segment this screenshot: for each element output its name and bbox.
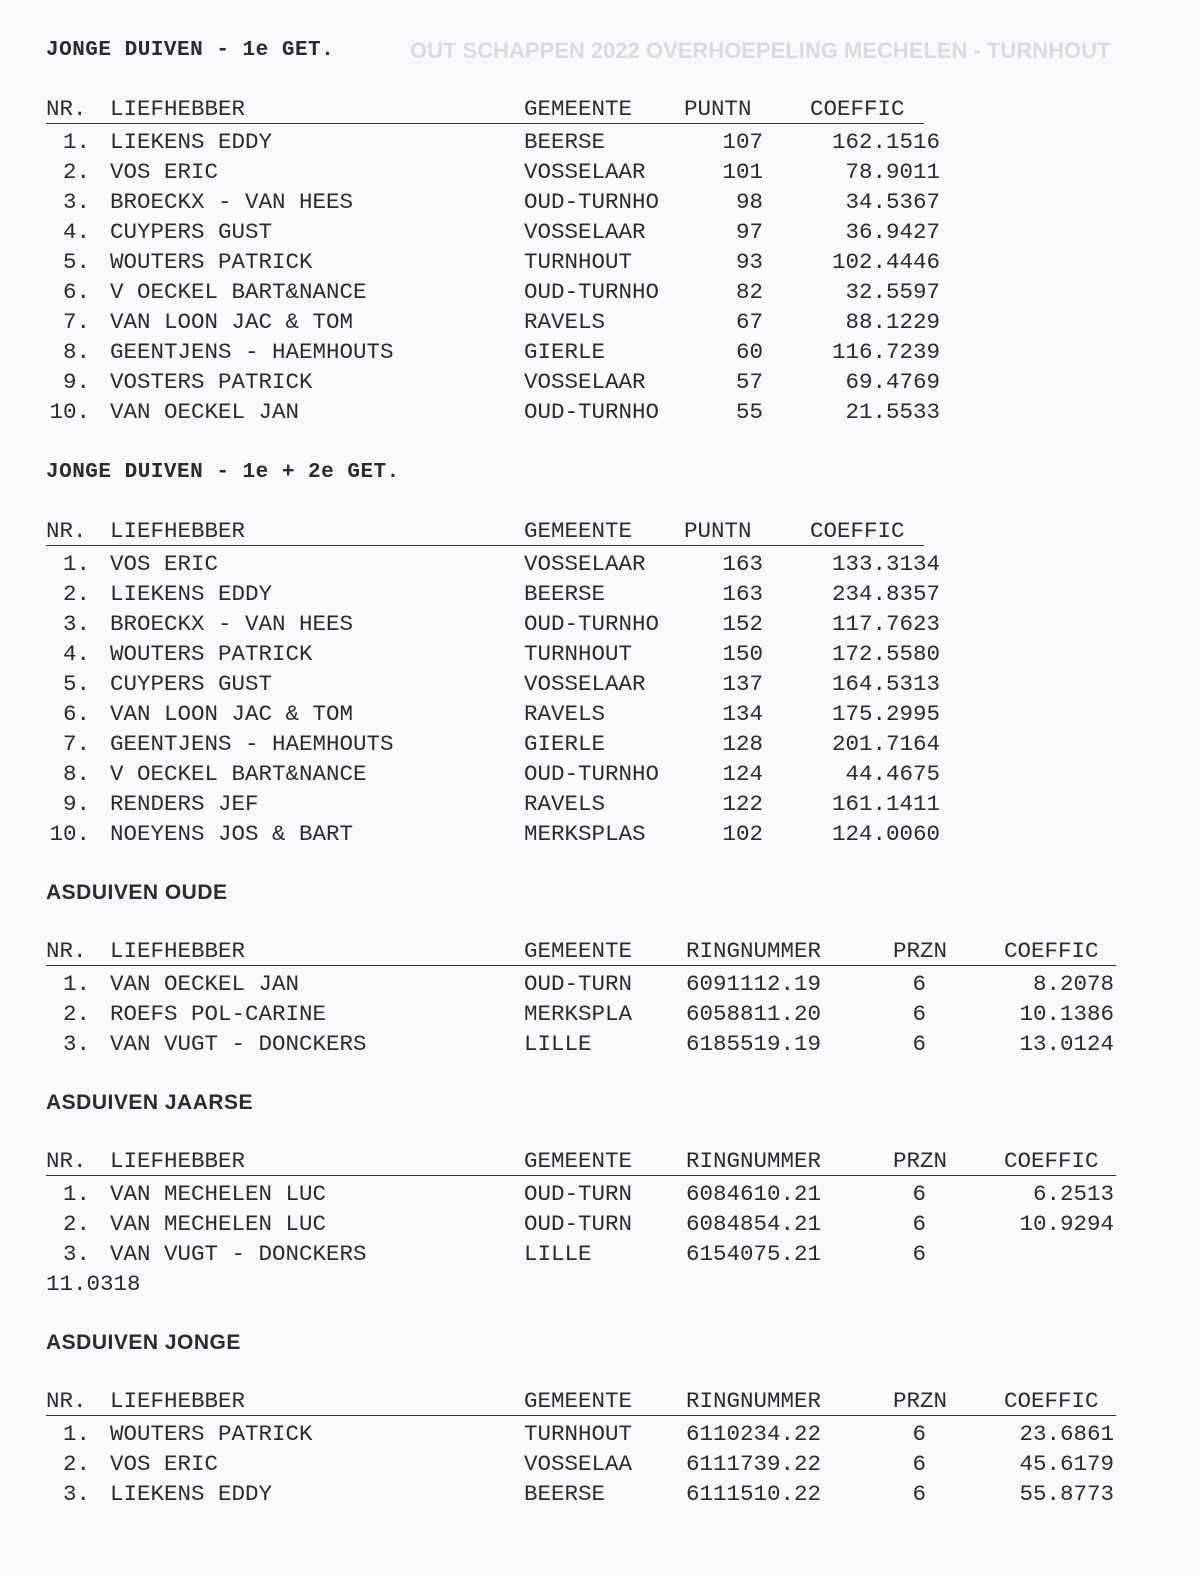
gemeente: BEERSE — [524, 129, 606, 155]
rank-number: 1. — [62, 971, 90, 997]
coeffic-value: 6.2513 — [1032, 1181, 1114, 1207]
liefhebber-name: VOS ERIC — [110, 159, 219, 185]
liefhebber-name: WOUTERS PATRICK — [110, 1421, 313, 1447]
wrapped-coeffic-value — [46, 1269, 1126, 1299]
coeffic-value: 8.2078 — [1032, 971, 1114, 997]
gemeente: OUD-TURN — [524, 1211, 633, 1237]
liefhebber-name: VAN LOON JAC & TOM — [110, 309, 354, 335]
gemeente: TURNHOUT — [524, 641, 633, 667]
gemeente: LILLE — [524, 1241, 592, 1267]
ringnummer-value: 6154075.21 — [686, 1241, 822, 1267]
header-coeffic: COEFFIC — [1004, 938, 1099, 964]
coeffic-value: 55.8773 — [1019, 1481, 1114, 1507]
przn-value: 6 — [912, 1031, 926, 1057]
header-ringnummer: RINGNUMMER — [686, 1148, 822, 1174]
header-przn: PRZN — [893, 938, 948, 964]
coeffic-value: 116.7239 — [831, 339, 940, 365]
puntn-value: 122 — [722, 791, 763, 817]
coeffic-value: 34.5367 — [845, 189, 940, 215]
puntn-value: 150 — [722, 641, 763, 667]
coeffic-value: 32.5597 — [845, 279, 940, 305]
przn-value: 6 — [912, 1001, 926, 1027]
liefhebber-name: VAN MECHELEN LUC — [110, 1211, 327, 1237]
gemeente: GIERLE — [524, 339, 606, 365]
liefhebber-name: VOS ERIC — [110, 551, 219, 577]
table-row — [46, 1179, 1126, 1209]
rank-number: 9. — [62, 369, 90, 395]
section-title: ASDUIVEN OUDE — [46, 881, 228, 904]
coeffic-value: 13.0124 — [1019, 1031, 1114, 1057]
rank-number: 3. — [62, 1031, 90, 1057]
table-row — [46, 337, 1126, 367]
section-jonge-duiven-1e-get — [46, 36, 1126, 427]
puntn-value: 124 — [722, 761, 763, 787]
coeffic-value: 164.5313 — [831, 671, 940, 697]
coeffic-value: 201.7164 — [831, 731, 940, 757]
przn-value: 6 — [912, 1421, 926, 1447]
liefhebber-name: VAN OECKEL JAN — [110, 971, 300, 997]
header-liefhebber: LIEFHEBBER — [110, 518, 246, 544]
header-coeffic: COEFFIC — [1004, 1388, 1099, 1414]
rank-number: 10. — [49, 399, 90, 425]
liefhebber-name: V OECKEL BART&NANCE — [110, 279, 367, 305]
table-row — [46, 1479, 1126, 1509]
header-liefhebber: LIEFHEBBER — [110, 1388, 246, 1414]
table-header — [46, 938, 1116, 966]
coeffic-value: 10.1386 — [1019, 1001, 1114, 1027]
coeffic-value: 117.7623 — [831, 611, 940, 637]
header-liefhebber: LIEFHEBBER — [110, 1148, 246, 1174]
gemeente: VOSSELAAR — [524, 219, 646, 245]
section-title: ASDUIVEN JONGE — [46, 1331, 241, 1354]
coeffic-value: 88.1229 — [845, 309, 940, 335]
gemeente: MERKSPLA — [524, 1001, 633, 1027]
gemeente: OUD-TURNHO — [524, 279, 660, 305]
rank-number: 7. — [62, 731, 90, 757]
gemeente: RAVELS — [524, 701, 606, 727]
section-jonge-duiven-1e-2e-get — [46, 458, 1126, 849]
ranking-table — [46, 1388, 1126, 1509]
liefhebber-name: CUYPERS GUST — [110, 219, 273, 245]
gemeente: OUD-TURN — [524, 971, 633, 997]
coeffic-value: 102.4446 — [831, 249, 940, 275]
ranking-table — [46, 938, 1126, 1059]
table-header — [46, 518, 924, 546]
gemeente: VOSSELAAR — [524, 671, 646, 697]
header-przn: PRZN — [893, 1388, 948, 1414]
coeffic-value: 234.8357 — [831, 581, 940, 607]
gemeente: RAVELS — [524, 791, 606, 817]
liefhebber-name: WOUTERS PATRICK — [110, 641, 313, 667]
table-row — [46, 217, 1126, 247]
ranking-table — [46, 518, 1126, 849]
liefhebber-name: VAN OECKEL JAN — [110, 399, 300, 425]
puntn-value: 134 — [722, 701, 763, 727]
puntn-value: 57 — [735, 369, 763, 395]
ringnummer-value: 6084854.21 — [686, 1211, 822, 1237]
overflow-value: 11.0318 — [46, 1271, 141, 1297]
puntn-value: 163 — [722, 581, 763, 607]
coeffic-value: 175.2995 — [831, 701, 940, 727]
rank-number: 2. — [62, 581, 90, 607]
rank-number: 1. — [62, 551, 90, 577]
przn-value: 6 — [912, 1241, 926, 1267]
liefhebber-name: LIEKENS EDDY — [110, 129, 273, 155]
ringnummer-value: 6111739.22 — [686, 1451, 822, 1477]
liefhebber-name: BROECKX - VAN HEES — [110, 189, 354, 215]
header-nr: NR. — [46, 518, 87, 544]
table-row — [46, 187, 1126, 217]
rank-number: 2. — [62, 1211, 90, 1237]
ringnummer-value: 6110234.22 — [686, 1421, 822, 1447]
table-header — [46, 1148, 1116, 1176]
gemeente: TURNHOUT — [524, 1421, 633, 1447]
header-ringnummer: RINGNUMMER — [686, 938, 822, 964]
header-nr: NR. — [46, 96, 87, 122]
gemeente: VOSSELAA — [524, 1451, 633, 1477]
liefhebber-name: WOUTERS PATRICK — [110, 249, 313, 275]
rank-number: 3. — [62, 189, 90, 215]
table-row — [46, 729, 1126, 759]
liefhebber-name: LIEKENS EDDY — [110, 1481, 273, 1507]
header-gemeente: GEMEENTE — [524, 96, 633, 122]
puntn-value: 98 — [735, 189, 763, 215]
table-row — [46, 759, 1126, 789]
coeffic-value: 172.5580 — [831, 641, 940, 667]
ringnummer-value: 6091112.19 — [686, 971, 822, 997]
header-nr: NR. — [46, 1388, 87, 1414]
liefhebber-name: GEENTJENS - HAEMHOUTS — [110, 731, 394, 757]
gemeente: OUD-TURNHO — [524, 611, 660, 637]
rank-number: 2. — [62, 1001, 90, 1027]
liefhebber-name: VAN MECHELEN LUC — [110, 1181, 327, 1207]
coeffic-value: 36.9427 — [845, 219, 940, 245]
header-coeffic: COEFFIC — [810, 518, 905, 544]
rank-number: 8. — [62, 761, 90, 787]
rank-number: 1. — [62, 1181, 90, 1207]
coeffic-value: 21.5533 — [845, 399, 940, 425]
gemeente: BEERSE — [524, 581, 606, 607]
header-liefhebber: LIEFHEBBER — [110, 938, 246, 964]
ringnummer-value: 6058811.20 — [686, 1001, 822, 1027]
gemeente: TURNHOUT — [524, 249, 633, 275]
section-title: JONGE DUIVEN - 1e + 2e GET. — [46, 461, 400, 484]
header-nr: NR. — [46, 938, 87, 964]
puntn-value: 102 — [722, 821, 763, 847]
puntn-value: 128 — [722, 731, 763, 757]
table-row — [46, 549, 1126, 579]
coeffic-value: 133.3134 — [831, 551, 940, 577]
coeffic-value: 162.1516 — [831, 129, 940, 155]
puntn-value: 163 — [722, 551, 763, 577]
gemeente: RAVELS — [524, 309, 606, 335]
rank-number: 2. — [62, 1451, 90, 1477]
przn-value: 6 — [912, 1211, 926, 1237]
gemeente: OUD-TURN — [524, 1181, 633, 1207]
table-row — [46, 367, 1126, 397]
gemeente: BEERSE — [524, 1481, 606, 1507]
liefhebber-name: VAN VUGT - DONCKERS — [110, 1241, 367, 1267]
table-row — [46, 609, 1126, 639]
table-row — [46, 397, 1126, 427]
section-title: ASDUIVEN JAARSE — [46, 1091, 254, 1114]
rank-number: 9. — [62, 791, 90, 817]
coeffic-value: 44.4675 — [845, 761, 940, 787]
table-row — [46, 789, 1126, 819]
table-row — [46, 579, 1126, 609]
rank-number: 10. — [49, 821, 90, 847]
liefhebber-name: GEENTJENS - HAEMHOUTS — [110, 339, 394, 365]
gemeente: GIERLE — [524, 731, 606, 757]
ringnummer-value: 6084610.21 — [686, 1181, 822, 1207]
header-gemeente: GEMEENTE — [524, 938, 633, 964]
table-row — [46, 127, 1126, 157]
header-coeffic: COEFFIC — [1004, 1148, 1099, 1174]
liefhebber-name: ROEFS POL-CARINE — [110, 1001, 327, 1027]
gemeente: VOSSELAAR — [524, 159, 646, 185]
header-coeffic: COEFFIC — [810, 96, 905, 122]
liefhebber-name: NOEYENS JOS & BART — [110, 821, 354, 847]
rank-number: 2. — [62, 159, 90, 185]
puntn-value: 107 — [722, 129, 763, 155]
gemeente: MERKSPLAS — [524, 821, 646, 847]
ranking-table — [46, 1148, 1126, 1299]
gemeente: LILLE — [524, 1031, 592, 1057]
puntn-value: 55 — [735, 399, 763, 425]
header-puntn: PUNTN — [684, 96, 752, 122]
liefhebber-name: VOSTERS PATRICK — [110, 369, 313, 395]
liefhebber-name: LIEKENS EDDY — [110, 581, 273, 607]
section-asduiven-jonge — [46, 1328, 1126, 1509]
rank-number: 1. — [62, 1421, 90, 1447]
puntn-value: 152 — [722, 611, 763, 637]
table-row — [46, 307, 1126, 337]
coeffic-value: 161.1411 — [831, 791, 940, 817]
rank-number: 6. — [62, 279, 90, 305]
section-asduiven-oude — [46, 878, 1126, 1059]
rank-number: 6. — [62, 701, 90, 727]
section-title: JONGE DUIVEN - 1e GET. — [46, 39, 335, 62]
rank-number: 4. — [62, 219, 90, 245]
puntn-value: 101 — [722, 159, 763, 185]
coeffic-value: 23.6861 — [1019, 1421, 1114, 1447]
gemeente: OUD-TURNHO — [524, 189, 660, 215]
gemeente: VOSSELAAR — [524, 551, 646, 577]
ringnummer-value: 6111510.22 — [686, 1481, 822, 1507]
table-row — [46, 999, 1126, 1029]
ringnummer-value: 6185519.19 — [686, 1031, 822, 1057]
header-ringnummer: RINGNUMMER — [686, 1388, 822, 1414]
liefhebber-name: VAN VUGT - DONCKERS — [110, 1031, 367, 1057]
coeffic-value: 10.9294 — [1019, 1211, 1114, 1237]
przn-value: 6 — [912, 1481, 926, 1507]
table-header — [46, 96, 924, 124]
table-row — [46, 1419, 1126, 1449]
rank-number: 5. — [62, 249, 90, 275]
ranking-table — [46, 96, 1126, 427]
rank-number: 3. — [62, 611, 90, 637]
table-row — [46, 277, 1126, 307]
table-row — [46, 157, 1126, 187]
coeffic-value: 45.6179 — [1019, 1451, 1114, 1477]
table-row — [46, 1209, 1126, 1239]
rank-number: 5. — [62, 671, 90, 697]
coeffic-value: 69.4769 — [845, 369, 940, 395]
table-row — [46, 1029, 1126, 1059]
rank-number: 4. — [62, 641, 90, 667]
liefhebber-name: BROECKX - VAN HEES — [110, 611, 354, 637]
puntn-value: 60 — [735, 339, 763, 365]
puntn-value: 97 — [735, 219, 763, 245]
table-row — [46, 819, 1126, 849]
rank-number: 3. — [62, 1481, 90, 1507]
przn-value: 6 — [912, 1451, 926, 1477]
header-puntn: PUNTN — [684, 518, 752, 544]
table-row — [46, 1239, 1126, 1269]
table-row — [46, 1449, 1126, 1479]
header-gemeente: GEMEENTE — [524, 1388, 633, 1414]
table-header — [46, 1388, 1116, 1416]
table-row — [46, 247, 1126, 277]
liefhebber-name: RENDERS JEF — [110, 791, 259, 817]
liefhebber-name: VOS ERIC — [110, 1451, 219, 1477]
header-liefhebber: LIEFHEBBER — [110, 96, 246, 122]
header-nr: NR. — [46, 1148, 87, 1174]
header-gemeente: GEMEENTE — [524, 1148, 633, 1174]
rank-number: 3. — [62, 1241, 90, 1267]
liefhebber-name: VAN LOON JAC & TOM — [110, 701, 354, 727]
table-row — [46, 969, 1126, 999]
coeffic-value: 124.0060 — [831, 821, 940, 847]
rank-number: 1. — [62, 129, 90, 155]
puntn-value: 137 — [722, 671, 763, 697]
puntn-value: 82 — [735, 279, 763, 305]
przn-value: 6 — [912, 1181, 926, 1207]
section-asduiven-jaarse — [46, 1088, 1126, 1299]
liefhebber-name: V OECKEL BART&NANCE — [110, 761, 367, 787]
header-gemeente: GEMEENTE — [524, 518, 633, 544]
header-przn: PRZN — [893, 1148, 948, 1174]
table-row — [46, 669, 1126, 699]
puntn-value: 67 — [735, 309, 763, 335]
gemeente: VOSSELAAR — [524, 369, 646, 395]
przn-value: 6 — [912, 971, 926, 997]
table-row — [46, 639, 1126, 669]
table-row — [46, 699, 1126, 729]
bleed-through-header: OUT SCHAPPEN 2022 OVERHOEPELING MECHELEN - TURNHOUT — [410, 38, 1111, 63]
liefhebber-name: CUYPERS GUST — [110, 671, 273, 697]
rank-number: 8. — [62, 339, 90, 365]
gemeente: OUD-TURNHO — [524, 761, 660, 787]
puntn-value: 93 — [735, 249, 763, 275]
coeffic-value: 78.9011 — [845, 159, 940, 185]
rank-number: 7. — [62, 309, 90, 335]
gemeente: OUD-TURNHO — [524, 399, 660, 425]
